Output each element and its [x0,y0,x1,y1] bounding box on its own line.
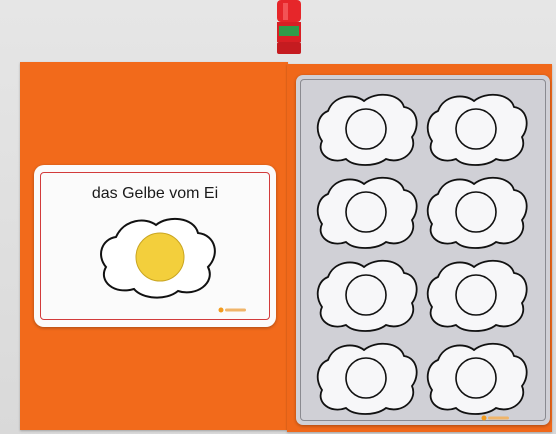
card-title: das Gelbe vom Ei [91,185,219,202]
title-card [34,165,276,327]
publisher-logo [481,414,511,422]
publisher-logo [218,306,248,314]
egg-outline [314,89,419,167]
egg-outline [424,338,529,416]
egg-outline [314,172,419,250]
egg-outline [424,89,529,167]
egg-yolk [136,233,184,281]
fried-egg-picture [94,211,222,299]
egg-cutout-board [296,75,550,425]
egg-outline [424,255,529,333]
glue-stick [274,0,304,58]
egg-outline [314,338,419,416]
egg-outline [424,172,529,250]
egg-outline [314,255,419,333]
